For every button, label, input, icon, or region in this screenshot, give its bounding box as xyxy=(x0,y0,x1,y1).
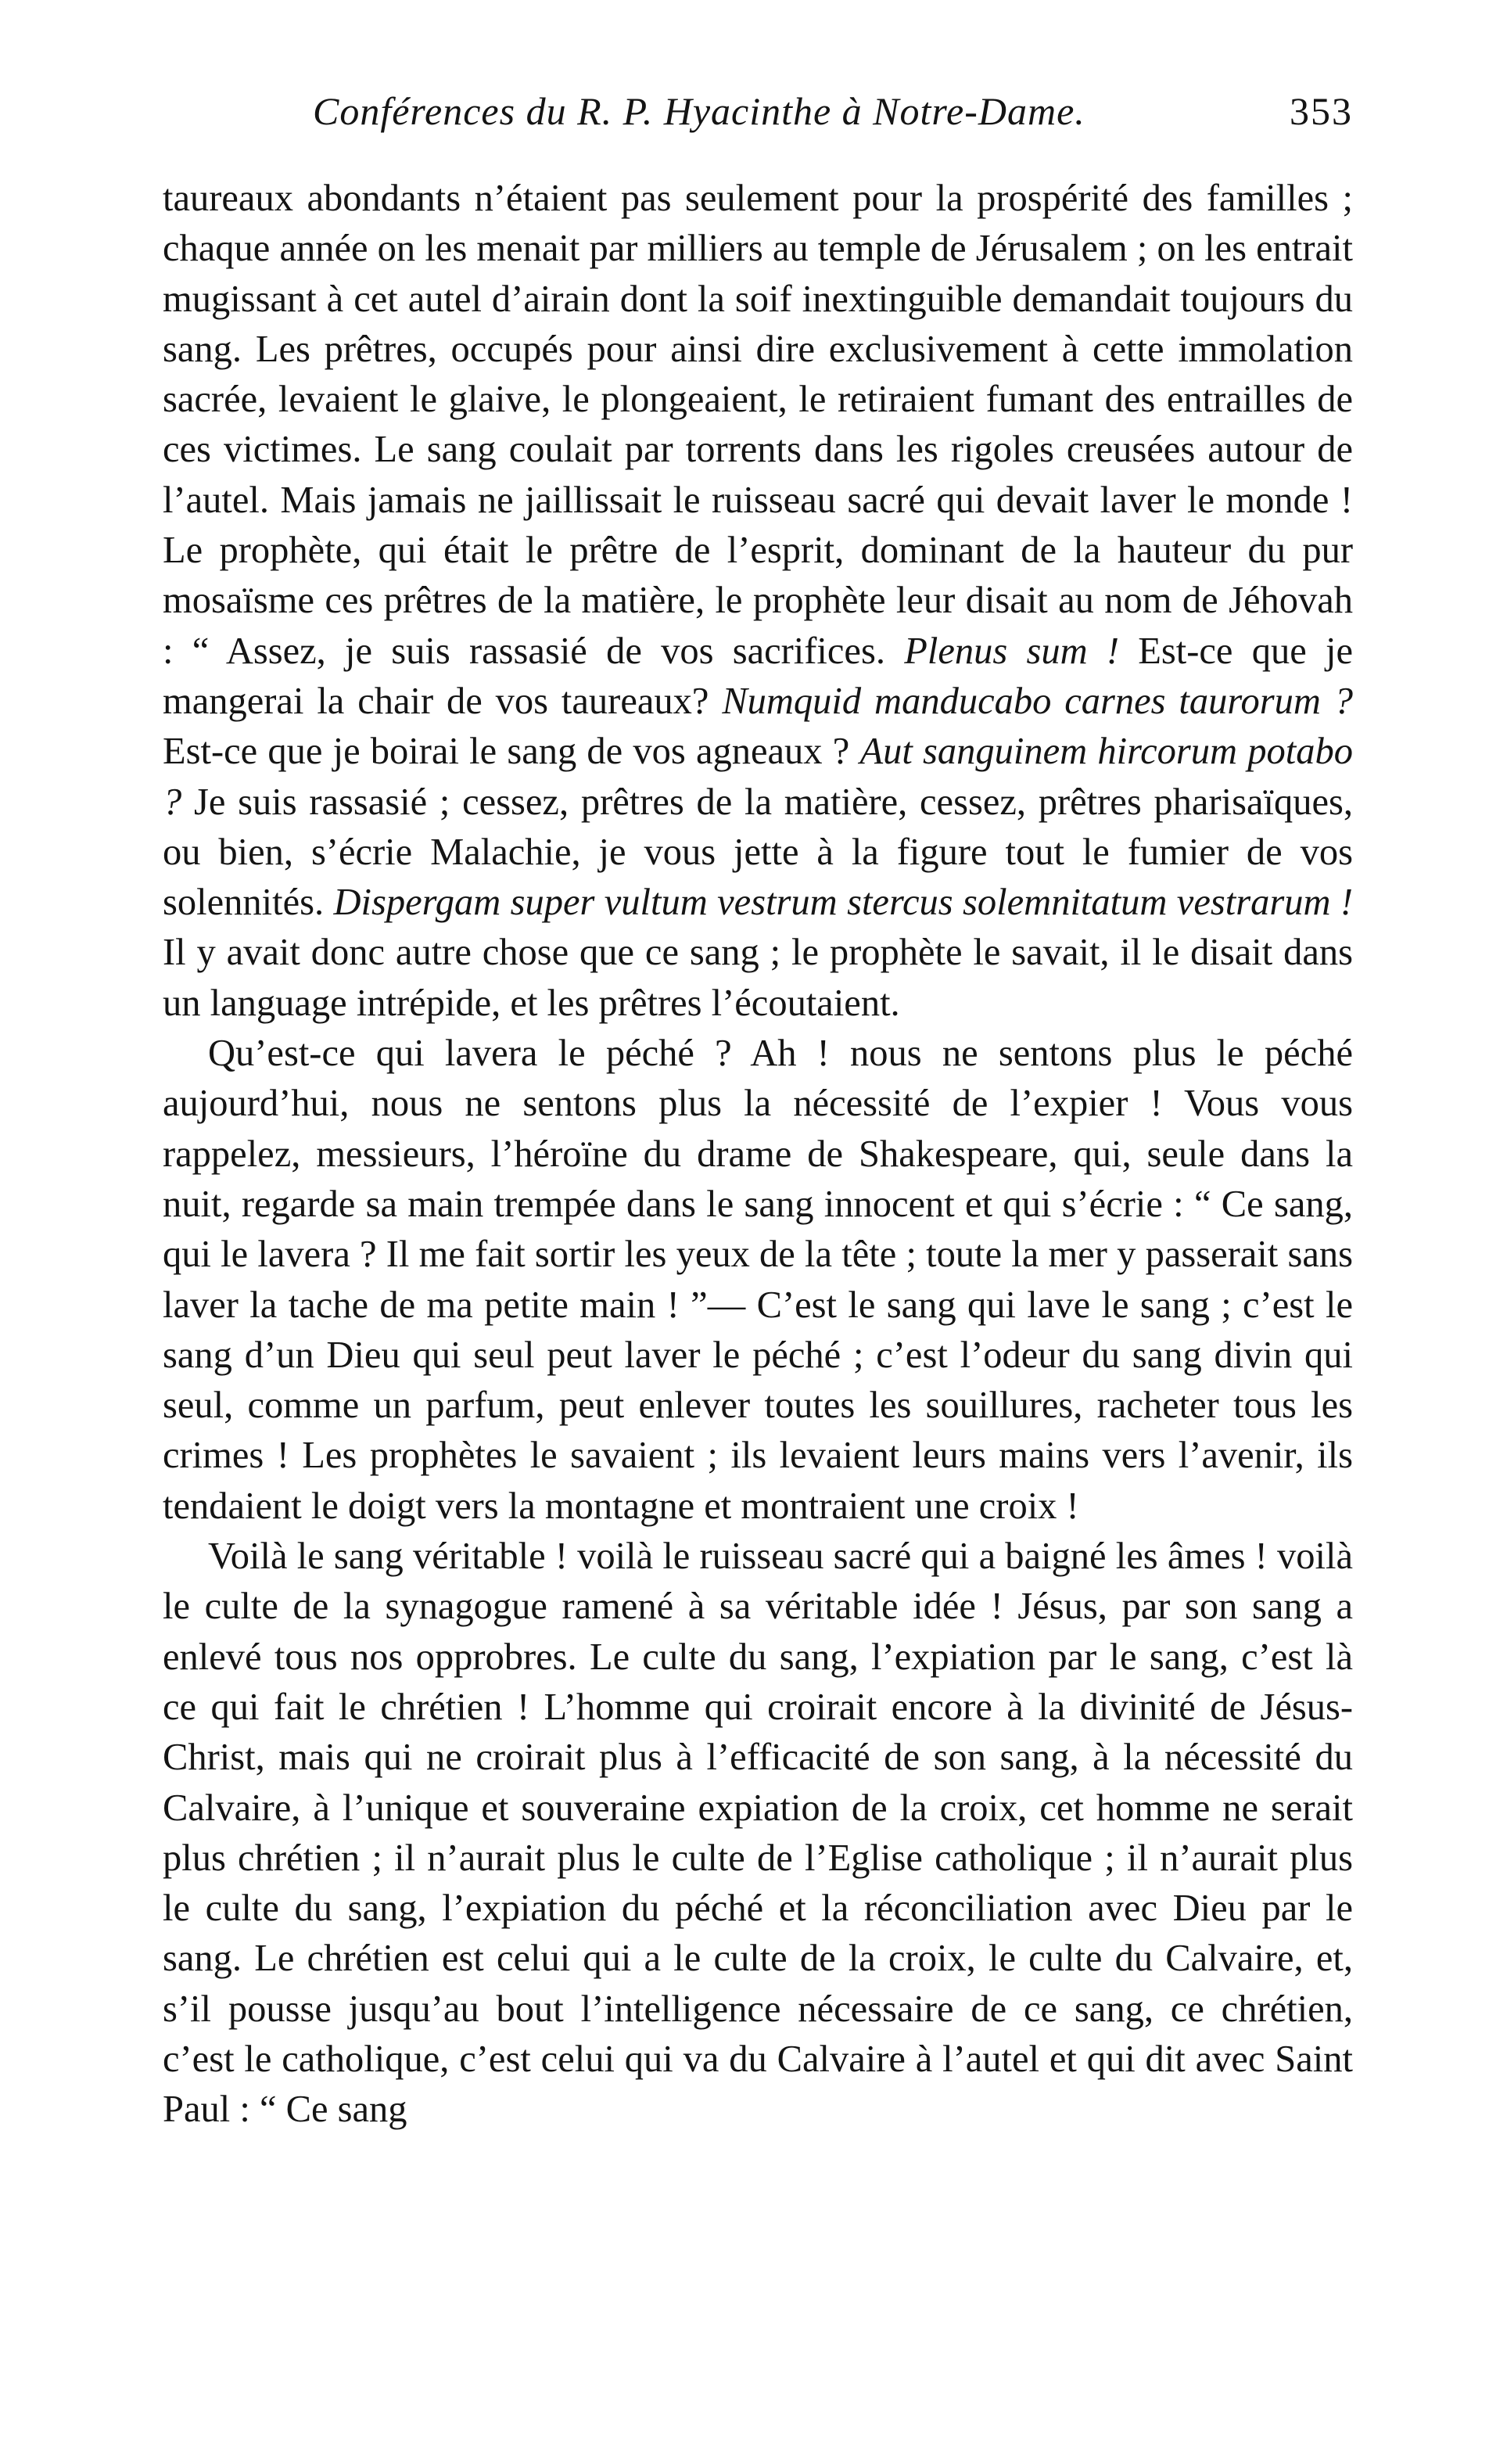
text-run: Est-ce que je boirai le sang de vos agneaux ? xyxy=(163,731,860,773)
running-head xyxy=(313,80,1353,142)
text-run: Je suis rassasié ; cessez, prêtres de la matière, cessez, prêtres pharisaïques, ou bien, s’écrie Malachie, je vous jette à la figure tout le fumier de vos solennités. xyxy=(163,781,1353,924)
latin-quote: Plenus sum ! xyxy=(904,630,1120,672)
latin-quote: Numquid manducabo carnes taurorum ? xyxy=(722,680,1354,722)
running-title: Conférences du R. P. Hyacinthe à Notre-Dame. xyxy=(313,89,1085,133)
text-run: taureaux abondants n’étaient pas seulement pour la prospérité des familles ; chaque année on les menait par milliers au temple de Jérusalem ; on les entrait mugissant à cet autel d’airain dont la soif inextinguible demandait toujours du sang. Les prêtres, occupés pour ainsi dire exclusivement à cette immolation sacrée, levaient le glaive, le plongeaient, le retiraient fumant des entrailles de ces victimes. Le sang coulait par torrents dans les rigoles creusées autour de l’autel. Mais jamais ne jaillissait le ruisseau sacré qui devait laver le monde ! Le prophète, qui était le prêtre de l’esprit, dominant de la hauteur du pur mosaïsme ces prêtres de la matière, le prophète leur disait au nom de Jéhovah : “ Assez, je suis rassasié de vos sacrifices. xyxy=(163,178,1353,672)
paragraph-2 xyxy=(163,1029,1353,1532)
text-run: Qu’est-ce qui lavera le péché ? Ah ! nous ne sentons plus le péché aujourd’hui, nous ne sentons plus la nécessité de l’expier ! Vous vous rappelez, messieurs, l’héroïne du drame de Shakespeare, qui, seule dans la nuit, regarde sa main trempée dans le sang innocent et qui s’écrie : “ Ce sang, qui le lavera ? Il me fait sortir les yeux de la tête ; toute la mer y passerait sans laver la tache de ma petite main ! ”— C’est le sang qui lave le sang ; c’est le sang d’un Dieu qui seul peut laver le péché ; c’est l’odeur du sang divin qui seul, comme un parfum, peut enlever toutes les souillures, racheter tous les crimes ! Les prophètes le savaient ; ils levaient leurs mains vers l’avenir, ils tendaient le doigt vers la montagne et montraient une croix ! xyxy=(163,1033,1353,1527)
paragraph-3 xyxy=(163,1532,1353,2135)
text-run: Il y avait donc autre chose que ce sang ; le prophète le savait, il le disait dans un language intrépide, et les prêtres l’écoutaient. xyxy=(163,932,1353,1024)
paragraph-1 xyxy=(163,174,1353,1029)
text-run: Voilà le sang véritable ! voilà le ruisseau sacré qui a baigné les âmes ! voilà le culte de la synagogue ramené à sa véritable idée ! Jésus, par son sang a enlevé tous nos opprobres. Le culte du sang, l’expiation par le sang, c’est là ce qui fait le chrétien ! L’homme qui croirait encore à la divinité de Jésus-Christ, mais qui ne croirait plus à l’efficacité de son sang, à la nécessité du Calvaire, à l’unique et souveraine expiation de la croix, cet homme ne serait plus chrétien ; il n’aurait plus le culte de l’Eglise catholique ; il n’aurait plus le culte du sang, l’expiation du péché et la réconciliation avec Dieu par le sang. Le chrétien est celui qui a le culte de la croix, le culte du Calvaire, et, s’il pousse jusqu’au bout l’intelligence nécessaire de ce sang, ce chrétien, c’est le catholique, c’est celui qui va du Calvaire à l’autel et qui dit avec Saint Paul : “ Ce sang xyxy=(163,1536,1353,2131)
latin-quote: Aut sanguinem hircorum potabo ? xyxy=(163,731,1353,823)
body-text xyxy=(163,174,1353,2135)
page-number: 353 xyxy=(1290,89,1353,133)
latin-quote: Dispergam super vultum vestrum stercus solemnitatum vestrarum ! xyxy=(333,882,1353,924)
text-run: Est-ce que je mangerai la chair de vos taureaux? xyxy=(163,630,1353,722)
